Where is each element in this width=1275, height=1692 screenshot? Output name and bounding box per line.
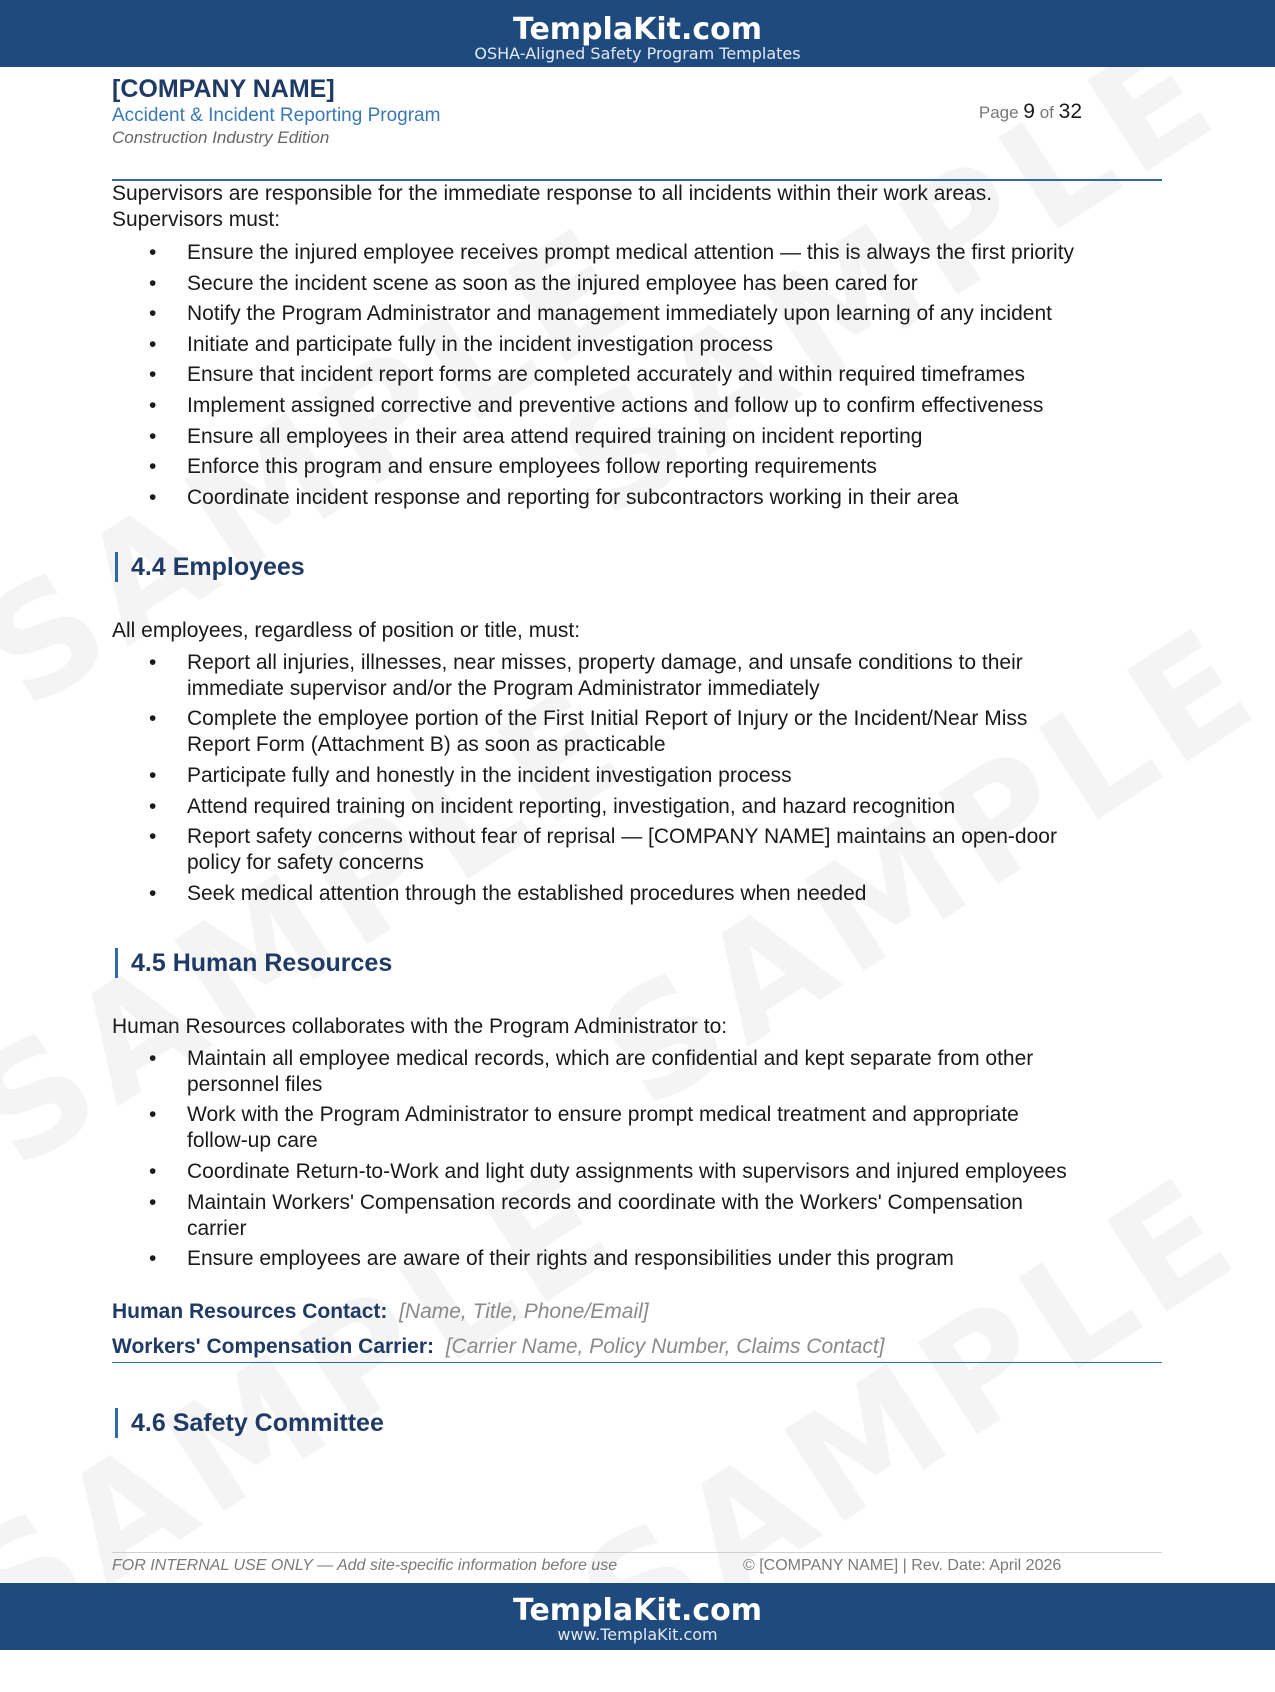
heading-accent-bar [115,1408,118,1438]
page-of: of [1039,103,1054,122]
bullet-icon: • [149,763,157,787]
program-title: Accident & Incident Reporting Program [112,105,441,126]
list-item-text: Coordinate incident response and reporting for subcontractors working in their area [187,485,959,509]
page-label: Page [978,103,1019,122]
section-title: 4.6 Safety Committee [131,1409,384,1438]
list-item [112,332,1162,358]
list-item-text: Coordinate Return-to-Work and light duty assignments with supervisors and injured employees [187,1159,1067,1183]
brand-title: TemplaKit.com [512,12,762,47]
bullet-icon: • [149,707,157,731]
list-item-text: Report Form (Attachment B) as soon as practicable [187,733,666,757]
page-total: 32 [1058,100,1082,123]
page-number [979,100,1082,124]
section-title: 4.5 Human Resources [131,948,393,977]
supervisors-list [112,240,1162,511]
hr-list [112,1046,1162,1272]
bottom-banner [0,1583,1275,1650]
bullet-icon: • [149,241,157,264]
section-title: 4.4 Employees [131,552,305,581]
top-banner [0,0,1275,67]
list-item [112,1190,1162,1242]
list-item-text: Enforce this program and ensure employees follow reporting requirements [187,455,877,479]
bullet-icon: • [149,1190,157,1214]
list-item-text: Participate fully and honestly in the incident investigation process [187,763,792,787]
list-item-text: Ensure employees are aware of their rights and responsibilities under this program [187,1247,954,1271]
bullet-icon: • [149,825,157,849]
bullet-icon: • [149,363,157,387]
supervisors-intro-2: Supervisors must: [112,208,281,231]
supervisors-intro: Supervisors are responsible for the immediate response to all incidents within their work areas. [112,182,993,205]
bullet-icon: • [149,1159,157,1183]
footer-copyright: © [COMPANY NAME] | Rev. Date: April 2026 [743,1557,1062,1574]
list-item [112,1046,1162,1098]
bullet-icon: • [149,271,157,295]
list-item [112,1246,1162,1272]
bullet-icon: • [149,881,157,905]
employees-intro: All employees, regardless of position or title, must: [112,618,581,642]
list-item [112,763,1162,789]
carrier-placeholder: [Carrier Name, Policy Number, Claims Contact] [445,1335,885,1359]
brand-title: TemplaKit.com [512,1593,762,1628]
list-item-text: Report safety concerns without fear of reprisal — [COMPANY NAME] maintains an open-door [187,825,1057,849]
list-item-text: policy for safety concerns [187,851,424,875]
list-item [112,240,1162,266]
bullet-icon: • [149,1046,157,1070]
list-item-text: immediate supervisor and/or the Program Administrator immediately [187,676,820,700]
bullet-icon: • [149,794,157,818]
page-current: 9 [1023,100,1035,123]
page-footer [112,1552,1162,1575]
bullet-icon: • [149,455,157,479]
hr-contact-line [112,1297,1162,1327]
bullet-icon: • [149,393,157,417]
list-item-text: Ensure the injured employee receives prompt medical attention — this is always the first priority [187,241,1075,264]
heading-accent-bar [115,552,118,582]
employees-list [112,650,1162,907]
list-item [112,794,1162,820]
section-heading-human-resources [112,948,1162,978]
list-item [112,1102,1162,1154]
list-item-text: Maintain Workers' Compensation records and coordinate with the Workers' Compensation [187,1190,1023,1214]
bullet-icon: • [149,302,157,326]
list-item-text: Complete the employee portion of the First Initial Report of Injury or the Incident/Near Miss [187,707,1028,731]
list-item [112,485,1162,511]
list-item-text: follow-up care [187,1129,318,1153]
bullet-icon: • [149,485,157,509]
hr-contact-label: Human Resources Contact: [112,1300,388,1324]
list-item [112,424,1162,450]
list-item-text: Seek medical attention through the established procedures when needed [187,881,867,905]
list-item-text: Initiate and participate fully in the incident investigation process [187,332,774,356]
list-item [112,650,1162,702]
list-item-text: personnel files [187,1072,323,1096]
brand-tagline: OSHA-Aligned Safety Program Templates [474,44,801,63]
list-item [112,824,1162,876]
list-item [112,1159,1162,1185]
section-heading-employees [112,552,1162,582]
list-item [112,301,1162,327]
list-item [112,881,1162,907]
bullet-icon: • [149,1103,157,1127]
list-item-text: Maintain all employee medical records, which are confidential and kept separate from other [187,1046,1034,1070]
list-item-text: Notify the Program Administrator and management immediately upon learning of any incident [187,302,1052,326]
carrier-line [112,1332,1162,1362]
footer-notice: FOR INTERNAL USE ONLY — Add site-specific information before use [112,1557,618,1574]
hr-contact-placeholder: [Name, Title, Phone/Email] [399,1300,649,1324]
list-item [112,454,1162,480]
list-item [112,706,1162,758]
list-item-text: Implement assigned corrective and preventive actions and follow up to confirm effectiveness [187,393,1044,417]
list-item [112,362,1162,388]
list-item-text: carrier [187,1216,247,1240]
document-header [112,74,1162,148]
list-item [112,393,1162,419]
contact-divider [112,1362,1162,1363]
list-item-text: Report all injuries, illnesses, near misses, property damage, and unsafe conditions to their [187,650,1023,674]
hr-intro: Human Resources collaborates with the Program Administrator to: [112,1014,728,1038]
list-item-text: Attend required training on incident reporting, investigation, and hazard recognition [187,794,956,818]
heading-accent-bar [115,948,118,978]
list-item-text: Secure the incident scene as soon as the injured employee has been cared for [187,271,918,295]
edition-label: Construction Industry Edition [112,128,330,147]
section-heading-safety-committee [112,1408,1162,1438]
carrier-label: Workers' Compensation Carrier: [112,1335,435,1359]
bullet-icon: • [149,1247,157,1271]
bullet-icon: • [149,424,157,448]
bullet-icon: • [149,332,157,356]
company-name: [COMPANY NAME] [112,75,335,103]
list-item-text: Work with the Program Administrator to ensure prompt medical treatment and appropriate [187,1103,1019,1127]
page-content [112,181,1162,1438]
list-item-text: Ensure all employees in their area attend required training on incident reporting [187,424,923,448]
list-item [112,271,1162,297]
list-item-text: Ensure that incident report forms are completed accurately and within required timeframes [187,363,1026,387]
brand-url: www.TemplaKit.com [557,1625,718,1644]
bullet-icon: • [149,650,157,674]
